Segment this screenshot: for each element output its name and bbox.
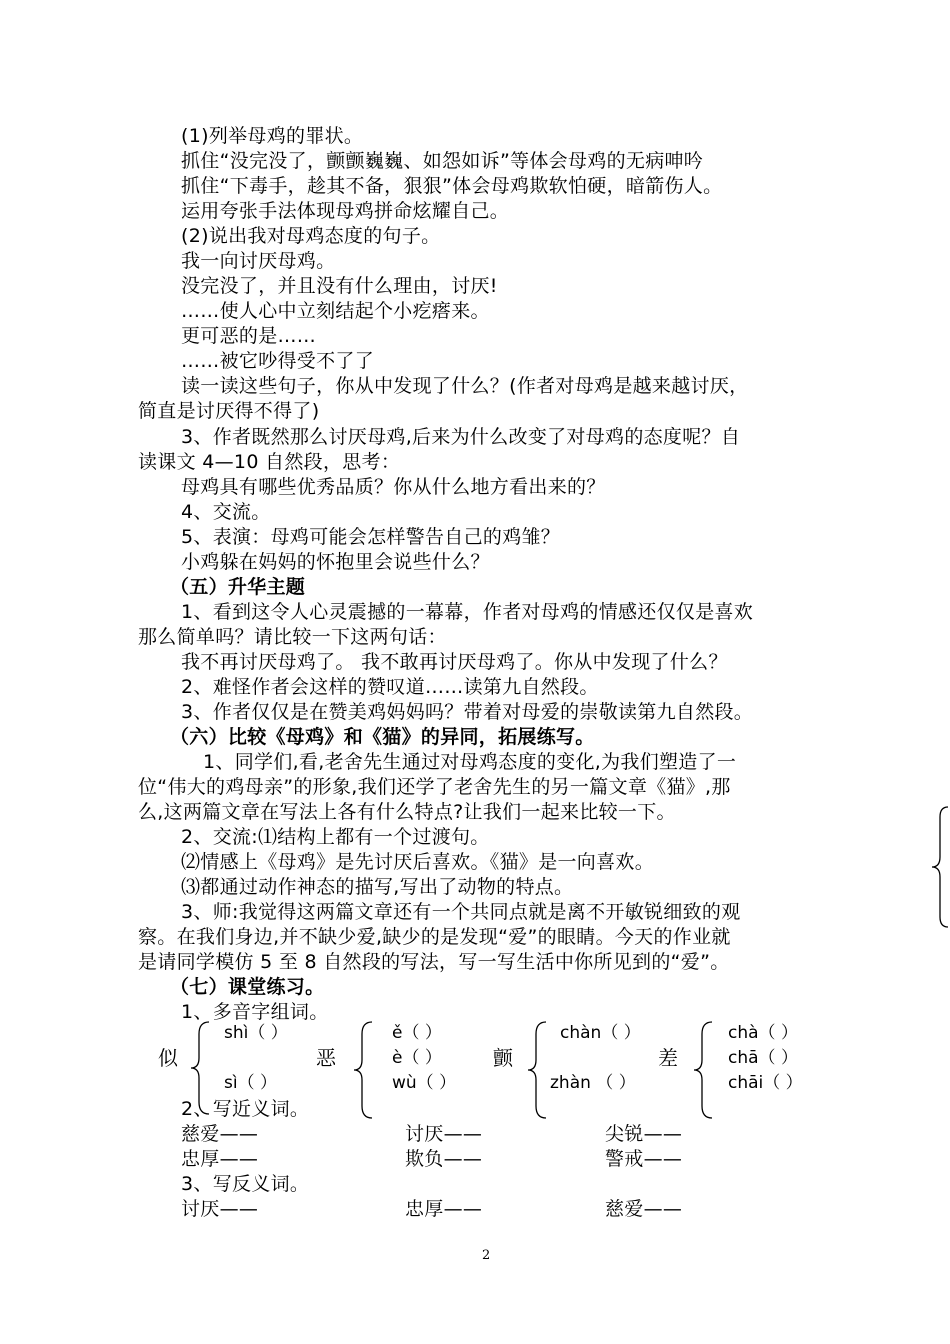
text-line: 3、师:我觉得这两篇文章还有一个共同点就是离不开敏锐细致的观 bbox=[181, 901, 741, 923]
section-heading: （七）课堂练习。 bbox=[170, 976, 325, 998]
pinyin-blank[interactable]: shì（ ） bbox=[224, 1023, 288, 1043]
word-blank[interactable]: 慈爱—— bbox=[605, 1198, 683, 1220]
left-brace-icon bbox=[526, 1020, 548, 1120]
left-brace-icon bbox=[352, 1020, 374, 1120]
text-line: 简直是讨厌得不得了) bbox=[138, 400, 320, 422]
text-line: 那么简单吗？请比较一下这两句话： bbox=[138, 626, 447, 648]
left-brace-icon bbox=[692, 1020, 714, 1120]
pinyin-blank[interactable]: chàn（ ） bbox=[560, 1023, 641, 1043]
text-line: 2、交流:⑴结构上都有一个过渡句。 bbox=[181, 826, 490, 848]
text-line: 母鸡具有哪些优秀品质？你从什么地方看出来的？ bbox=[181, 476, 606, 498]
pinyin-blank[interactable]: chāi（ ） bbox=[728, 1073, 803, 1093]
page-number: 2 bbox=[482, 1248, 491, 1263]
word-blank[interactable]: 讨厌—— bbox=[405, 1123, 483, 1145]
text-line: ⑶都通过动作神态的描写,写出了动物的特点。 bbox=[181, 876, 574, 898]
word-blank[interactable]: 尖锐—— bbox=[605, 1123, 683, 1145]
text-line: ……被它吵得受不了了 bbox=[181, 350, 375, 372]
text-line: 抓住“下毒手，趁其不备，狠狠”体会母鸡欺软怕硬，暗箭伤人。 bbox=[181, 175, 723, 197]
pinyin-blank[interactable]: sì（ ） bbox=[224, 1073, 277, 1093]
text-line: 1、多音字组词。 bbox=[181, 1001, 329, 1023]
polyphone-char: 恶 bbox=[316, 1046, 336, 1070]
pinyin-blank[interactable]: zhàn （ ） bbox=[550, 1073, 636, 1093]
text-line: ⑵情感上《母鸡》是先讨厌后喜欢。《猫》是一向喜欢。 bbox=[181, 851, 655, 873]
word-blank[interactable]: 忠厚—— bbox=[181, 1148, 259, 1170]
pinyin-blank[interactable]: wù（ ） bbox=[392, 1073, 457, 1093]
pinyin-blank[interactable]: ě（ ） bbox=[392, 1023, 442, 1043]
exercise-title: 2、写近义词。 bbox=[181, 1098, 310, 1120]
word-blank[interactable]: 欺负—— bbox=[405, 1148, 483, 1170]
text-line: 位“伟大的鸡母亲”的形象,我们还学了老舍先生的另一篇文章《猫》,那 bbox=[138, 776, 731, 798]
text-line: 察。在我们身边,并不缺少爱,缺少的是发现“爱”的眼睛。今天的作业就 bbox=[138, 926, 731, 948]
text-line: 2、难怪作者会这样的赞叹道……读第九自然段。 bbox=[181, 676, 599, 698]
text-line: 1、同学们,看,老舍先生通过对母鸡态度的变化,为我们塑造了一 bbox=[203, 751, 737, 773]
polyphone-char: 似 bbox=[158, 1046, 178, 1070]
text-line: 没完没了，并且没有什么理由，讨厌! bbox=[181, 275, 498, 297]
word-blank[interactable]: 警戒—— bbox=[605, 1148, 683, 1170]
text-line: 抓住“没完没了，颤颤巍巍、如怨如诉”等体会母鸡的无病呻吟 bbox=[181, 150, 704, 172]
exercise-title: 3、写反义词。 bbox=[181, 1173, 310, 1195]
text-line: 运用夸张手法体现母鸡拼命炫耀自己。 bbox=[181, 200, 510, 222]
margin-brace-icon bbox=[930, 805, 950, 929]
text-line: 小鸡躲在妈妈的怀抱里会说些什么？ bbox=[181, 551, 490, 573]
text-line: 3、作者既然那么讨厌母鸡,后来为什么改变了对母鸡的态度呢？自 bbox=[181, 426, 741, 448]
text-line: ……使人心中立刻结起个小疙瘩来。 bbox=[181, 300, 490, 322]
text-line: 更可恶的是…… bbox=[181, 325, 317, 347]
text-line: 我不再讨厌母鸡了。 我不敢再讨厌母鸡了。你从中发现了什么？ bbox=[181, 651, 728, 673]
text-line: 读课文 4—10 自然段，思考： bbox=[138, 451, 401, 473]
text-line: (2)说出我对母鸡态度的句子。 bbox=[181, 225, 441, 247]
word-blank[interactable]: 慈爱—— bbox=[181, 1123, 259, 1145]
text-line: 是请同学模仿 5 至 8 自然段的写法，写一写生活中你所见到的“爱”。 bbox=[138, 951, 730, 973]
text-line: (1)列举母鸡的罪状。 bbox=[181, 125, 364, 147]
text-line: 3、作者仅仅是在赞美鸡妈妈吗？带着对母爱的崇敬读第九自然段。 bbox=[181, 701, 754, 723]
pinyin-blank[interactable]: chā（ ） bbox=[728, 1048, 798, 1068]
text-line: 么,这两篇文章在写法上各有什么特点?让我们一起来比较一下。 bbox=[138, 801, 676, 823]
pinyin-blank[interactable]: chà（ ） bbox=[728, 1023, 798, 1043]
polyphone-char: 颤 bbox=[493, 1046, 513, 1070]
pinyin-blank[interactable]: è（ ） bbox=[392, 1048, 442, 1068]
word-blank[interactable]: 忠厚—— bbox=[405, 1198, 483, 1220]
section-heading: （六）比较《母鸡》和《猫》的异同，拓展练写。 bbox=[170, 726, 595, 748]
section-heading: （五）升华主题 bbox=[170, 576, 306, 598]
text-line: 我一向讨厌母鸡。 bbox=[181, 250, 336, 272]
text-line: 1、看到这令人心灵震撼的一幕幕，作者对母鸡的情感还仅仅是喜欢 bbox=[181, 601, 754, 623]
text-line: 5、表演：母鸡可能会怎样警告自己的鸡雏？ bbox=[181, 526, 561, 548]
polyphone-char: 差 bbox=[658, 1046, 678, 1070]
word-blank[interactable]: 讨厌—— bbox=[181, 1198, 259, 1220]
text-line: 4、交流。 bbox=[181, 501, 271, 523]
text-line: 读一读这些句子，你从中发现了什么？(作者对母鸡是越来越讨厌， bbox=[181, 375, 749, 397]
